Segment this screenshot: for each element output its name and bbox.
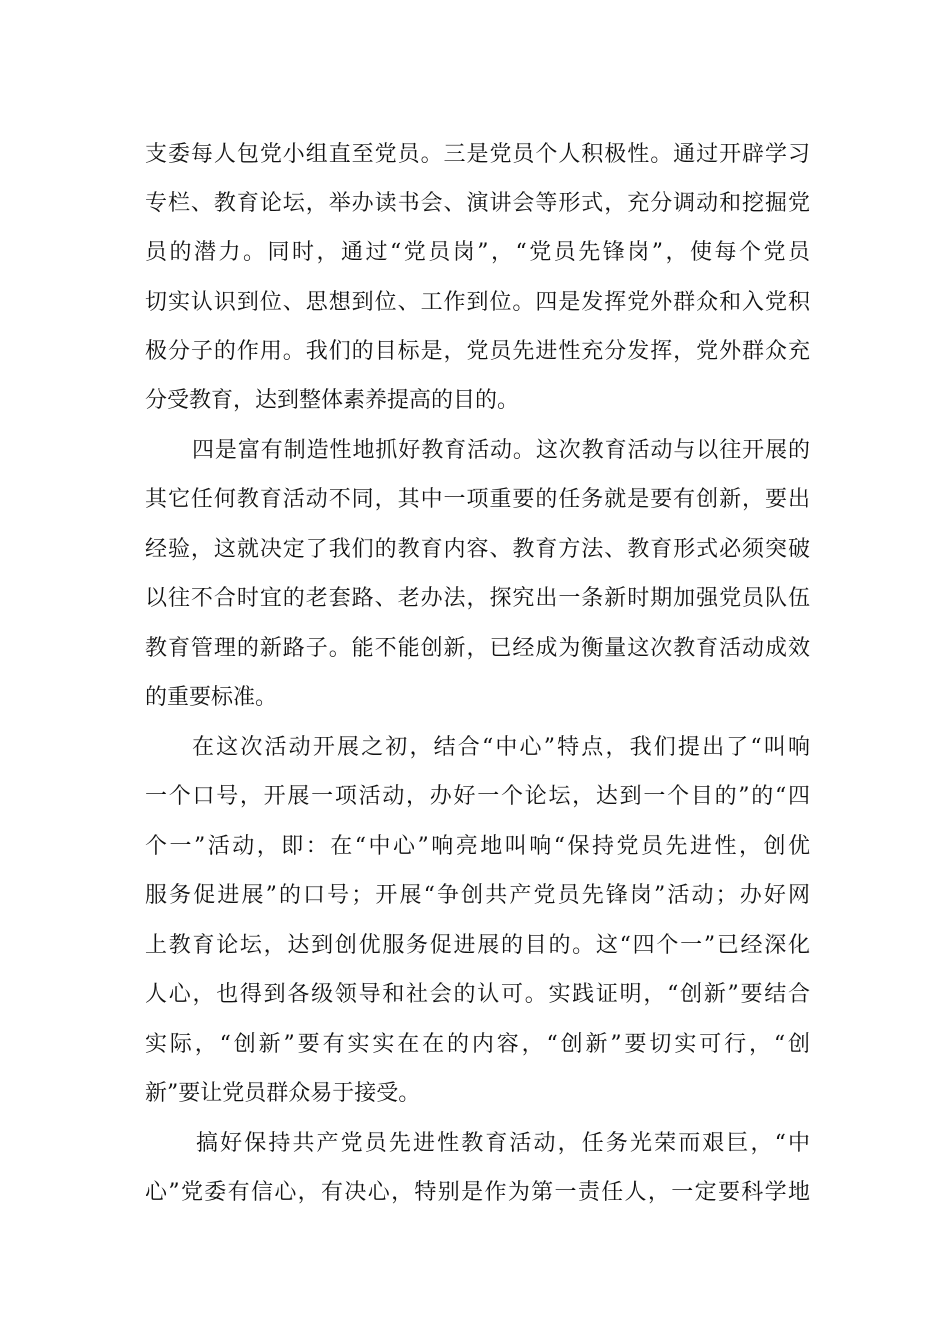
text-line: 心”党委有信心，有决心，特别是作为第一责任人，一定要科学地 [145,1180,810,1205]
text-line: 以往不合时宜的老套路、老办法，探究出一条新时期加强党员队伍 [145,586,810,611]
text-line: 的重要标准。 [145,685,278,710]
text-line: 员的潜力。同时，通过“党员岗”，“党员先锋岗”，使每个党员 [145,240,810,265]
text-line: 经验，这就决定了我们的教育内容、教育方法、教育形式必须突破 [145,537,810,562]
text-line: 新”要让党员群众易于接受。 [145,1081,421,1106]
text-line: 分受教育，达到整体素养提高的目的。 [145,388,520,413]
text-line: 四是富有制造性地抓好教育活动。这次教育活动与以往开展的 [192,438,810,463]
text-line: 人心，也得到各级领导和社会的认可。实践证明，“创新”要结合 [145,982,810,1007]
text-line: 其它任何教育活动不同，其中一项重要的任务就是要有创新，要出 [145,487,810,512]
text-line: 在这次活动开展之初，结合“中心”特点，我们提出了“叫响 [192,735,810,760]
text-line: 上教育论坛，达到创优服务促进展的目的。这“四个一”已经深化 [145,933,810,958]
text-line: 极分子的作用。我们的目标是，党员先进性充分发挥，党外群众充 [145,339,810,364]
text-line: 切实认识到位、思想到位、工作到位。四是发挥党外群众和入党积 [145,290,810,315]
text-line: 支委每人包党小组直至党员。三是党员个人积极性。通过开辟学习 [145,142,810,167]
text-line: 实际，“创新”要有实实在在的内容，“创新”要切实可行，“创 [145,1032,810,1057]
text-line: 搞好保持共产党员先进性教育活动，任务光荣而艰巨，“中 [196,1131,810,1156]
text-line: 服务促进展”的口号；开展“争创共产党员先锋岗”活动；办好网 [145,883,810,908]
text-line: 个一”活动，即：在“中心”响亮地叫响“保持党员先进性，创优 [145,834,810,859]
text-line: 一个口号，开展一项活动，办好一个论坛，达到一个目的”的“四 [145,784,810,809]
text-line: 教育管理的新路子。能不能创新，已经成为衡量这次教育活动成效 [145,636,810,661]
text-line: 专栏、教育论坛，举办读书会、演讲会等形式，充分调动和挖掘党 [145,191,810,216]
